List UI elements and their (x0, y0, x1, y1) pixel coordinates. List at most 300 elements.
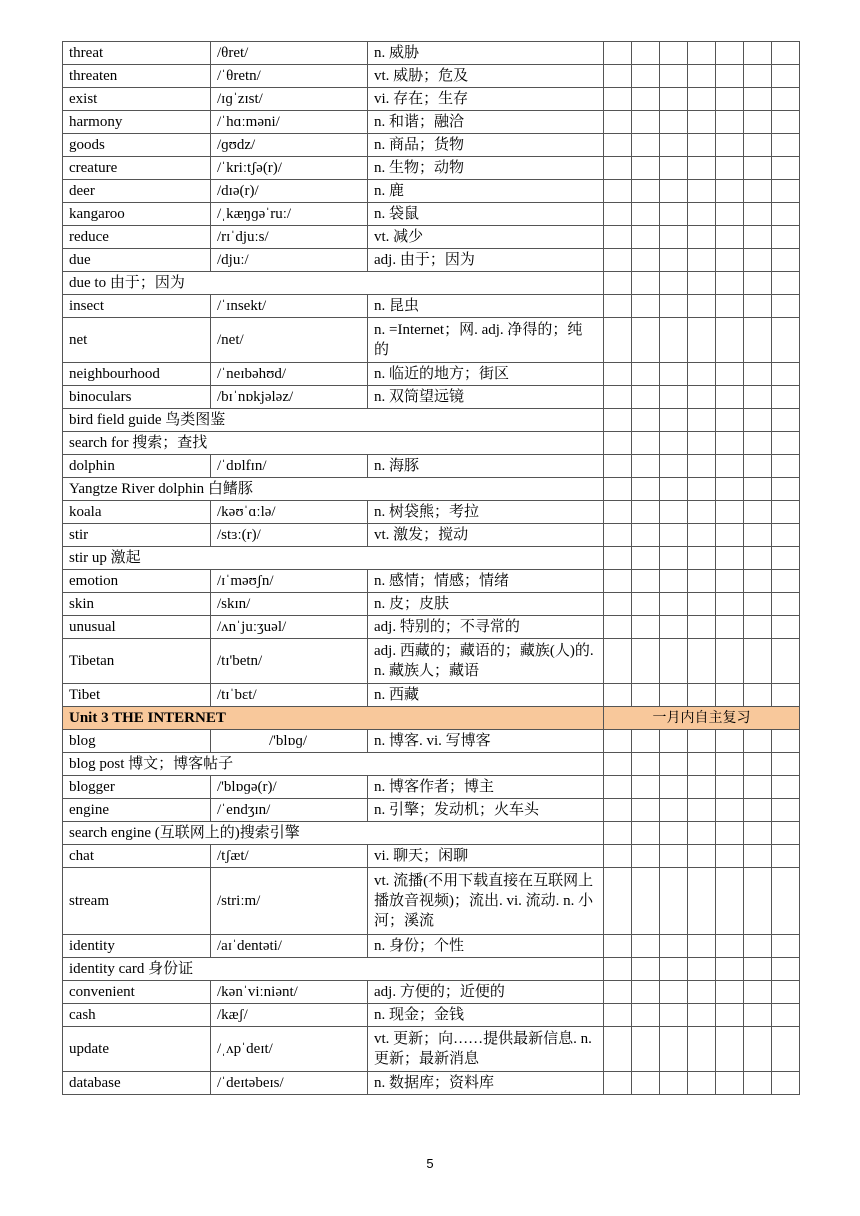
review-check-box[interactable] (744, 935, 772, 958)
review-check-box[interactable] (632, 203, 660, 226)
review-check-box[interactable] (604, 249, 632, 272)
review-check-box[interactable] (772, 570, 800, 593)
review-check-box[interactable] (660, 409, 688, 432)
review-check-box[interactable] (772, 1004, 800, 1027)
review-check-box[interactable] (772, 65, 800, 88)
review-check-box[interactable] (632, 776, 660, 799)
review-check-box[interactable] (660, 272, 688, 295)
review-check-box[interactable] (688, 868, 716, 935)
review-check-box[interactable] (604, 547, 632, 570)
review-check-box[interactable] (772, 249, 800, 272)
review-check-box[interactable] (604, 822, 632, 845)
review-check-box[interactable] (604, 42, 632, 65)
review-check-box[interactable] (688, 684, 716, 707)
review-check-box[interactable] (688, 845, 716, 868)
review-check-box[interactable] (688, 409, 716, 432)
review-check-box[interactable] (632, 386, 660, 409)
review-check-box[interactable] (716, 1004, 744, 1027)
review-check-box[interactable] (688, 547, 716, 570)
meaning-cell: vi. 存在；生存 (368, 88, 604, 111)
review-check-box[interactable] (772, 203, 800, 226)
review-check-box[interactable] (604, 639, 632, 684)
meaning-cell: n. 皮；皮肤 (368, 593, 604, 616)
review-check-box[interactable] (604, 409, 632, 432)
review-check-box[interactable] (688, 318, 716, 363)
review-check-box[interactable] (716, 134, 744, 157)
review-check-box[interactable] (688, 111, 716, 134)
review-check-box[interactable] (604, 935, 632, 958)
review-check-box[interactable] (772, 501, 800, 524)
review-check-box[interactable] (744, 42, 772, 65)
review-check-box[interactable] (632, 111, 660, 134)
review-check-box[interactable] (632, 593, 660, 616)
review-check-box[interactable] (744, 180, 772, 203)
review-check-box[interactable] (772, 593, 800, 616)
review-check-box[interactable] (632, 226, 660, 249)
review-check-box[interactable] (744, 958, 772, 981)
review-check-box[interactable] (716, 432, 744, 455)
review-check-box[interactable] (772, 981, 800, 1004)
review-check-box[interactable] (604, 386, 632, 409)
review-check-box[interactable] (660, 822, 688, 845)
review-check-box[interactable] (604, 1027, 632, 1072)
review-check-box[interactable] (604, 455, 632, 478)
review-check-box[interactable] (632, 180, 660, 203)
review-check-box[interactable] (688, 478, 716, 501)
review-check-box[interactable] (688, 386, 716, 409)
review-check-box[interactable] (716, 524, 744, 547)
review-check-box[interactable] (632, 547, 660, 570)
review-check-box[interactable] (772, 524, 800, 547)
review-check-box[interactable] (744, 272, 772, 295)
review-check-box[interactable] (632, 272, 660, 295)
review-check-box[interactable] (660, 1072, 688, 1095)
review-check-box[interactable] (716, 547, 744, 570)
review-check-box[interactable] (744, 753, 772, 776)
review-check-box[interactable] (632, 65, 660, 88)
review-check-box[interactable] (772, 799, 800, 822)
review-check-box[interactable] (632, 753, 660, 776)
review-check-box[interactable] (716, 799, 744, 822)
review-check-box[interactable] (660, 524, 688, 547)
review-check-box[interactable] (716, 1027, 744, 1072)
review-check-box[interactable] (660, 455, 688, 478)
review-check-box[interactable] (688, 134, 716, 157)
review-check-box[interactable] (604, 157, 632, 180)
review-check-box[interactable] (716, 318, 744, 363)
review-check-box[interactable] (772, 822, 800, 845)
review-check-box[interactable] (688, 730, 716, 753)
review-check-box[interactable] (660, 1004, 688, 1027)
review-check-box[interactable] (744, 547, 772, 570)
review-check-box[interactable] (716, 593, 744, 616)
review-check-box[interactable] (604, 684, 632, 707)
review-check-box[interactable] (772, 868, 800, 935)
review-check-box[interactable] (688, 226, 716, 249)
meaning-cell: n. 生物；动物 (368, 157, 604, 180)
review-check-box[interactable] (716, 249, 744, 272)
review-check-box[interactable] (688, 1004, 716, 1027)
review-check-box[interactable] (604, 203, 632, 226)
review-check-box[interactable] (632, 524, 660, 547)
review-check-box[interactable] (772, 134, 800, 157)
review-check-box[interactable] (604, 478, 632, 501)
review-check-box[interactable] (604, 616, 632, 639)
review-check-box[interactable] (632, 478, 660, 501)
review-check-box[interactable] (772, 180, 800, 203)
meaning-cell: n. 引擎；发动机；火车头 (368, 799, 604, 822)
review-check-box[interactable] (744, 226, 772, 249)
vocab-row (63, 1027, 800, 1072)
review-check-box[interactable] (744, 730, 772, 753)
review-check-box[interactable] (660, 799, 688, 822)
review-check-box[interactable] (688, 1072, 716, 1095)
review-check-box[interactable] (744, 799, 772, 822)
review-check-box[interactable] (632, 1004, 660, 1027)
review-check-box[interactable] (632, 868, 660, 935)
review-check-box[interactable] (660, 639, 688, 684)
review-check-box[interactable] (688, 958, 716, 981)
review-check-box[interactable] (716, 42, 744, 65)
review-check-box[interactable] (772, 845, 800, 868)
review-check-box[interactable] (772, 753, 800, 776)
review-check-box[interactable] (660, 868, 688, 935)
review-check-box[interactable] (660, 1027, 688, 1072)
review-check-box[interactable] (688, 180, 716, 203)
review-check-box[interactable] (716, 157, 744, 180)
review-check-box[interactable] (744, 111, 772, 134)
review-check-box[interactable] (716, 1072, 744, 1095)
review-check-box[interactable] (772, 42, 800, 65)
review-check-box[interactable] (772, 432, 800, 455)
review-check-box[interactable] (604, 272, 632, 295)
word-cell: exist (63, 88, 211, 111)
review-check-box[interactable] (772, 295, 800, 318)
review-check-box[interactable] (604, 570, 632, 593)
review-check-box[interactable] (604, 845, 632, 868)
review-check-box[interactable] (716, 868, 744, 935)
review-check-box[interactable] (772, 272, 800, 295)
review-check-box[interactable] (772, 386, 800, 409)
review-check-box[interactable] (660, 684, 688, 707)
vocab-row (63, 386, 800, 409)
word-cell: skin (63, 593, 211, 616)
review-check-box[interactable] (660, 547, 688, 570)
review-check-box[interactable] (688, 65, 716, 88)
review-check-box[interactable] (772, 935, 800, 958)
review-check-box[interactable] (772, 1072, 800, 1095)
review-check-box[interactable] (772, 684, 800, 707)
phonetic-cell: /'blɒɡə(r)/ (211, 776, 368, 799)
review-check-box[interactable] (660, 363, 688, 386)
review-check-box[interactable] (604, 65, 632, 88)
review-check-box[interactable] (632, 409, 660, 432)
review-check-box[interactable] (632, 730, 660, 753)
review-check-box[interactable] (660, 65, 688, 88)
review-check-box[interactable] (688, 935, 716, 958)
review-check-box[interactable] (716, 386, 744, 409)
review-check-box[interactable] (744, 363, 772, 386)
review-check-box[interactable] (744, 432, 772, 455)
review-check-box[interactable] (604, 226, 632, 249)
review-check-box[interactable] (772, 318, 800, 363)
review-check-box[interactable] (716, 111, 744, 134)
review-check-box[interactable] (772, 478, 800, 501)
review-check-box[interactable] (660, 157, 688, 180)
review-check-box[interactable] (604, 88, 632, 111)
review-check-box[interactable] (744, 409, 772, 432)
word-cell: goods (63, 134, 211, 157)
review-check-box[interactable] (604, 295, 632, 318)
review-check-box[interactable] (716, 455, 744, 478)
review-check-box[interactable] (716, 935, 744, 958)
review-check-box[interactable] (744, 455, 772, 478)
review-check-box[interactable] (660, 42, 688, 65)
review-check-box[interactable] (744, 981, 772, 1004)
review-check-box[interactable] (632, 295, 660, 318)
review-check-box[interactable] (688, 272, 716, 295)
review-check-box[interactable] (744, 157, 772, 180)
review-check-box[interactable] (632, 639, 660, 684)
review-check-box[interactable] (604, 432, 632, 455)
review-check-box[interactable] (716, 753, 744, 776)
review-check-box[interactable] (772, 547, 800, 570)
review-check-box[interactable] (660, 753, 688, 776)
review-check-box[interactable] (604, 981, 632, 1004)
review-check-box[interactable] (744, 845, 772, 868)
review-check-box[interactable] (716, 730, 744, 753)
review-check-box[interactable] (660, 249, 688, 272)
review-check-box[interactable] (744, 570, 772, 593)
review-check-box[interactable] (744, 203, 772, 226)
review-check-box[interactable] (744, 501, 772, 524)
review-check-box[interactable] (632, 616, 660, 639)
review-check-box[interactable] (632, 501, 660, 524)
review-check-box[interactable] (716, 203, 744, 226)
review-check-box[interactable] (744, 318, 772, 363)
review-check-box[interactable] (632, 249, 660, 272)
review-check-box[interactable] (660, 478, 688, 501)
review-check-box[interactable] (632, 981, 660, 1004)
review-check-box[interactable] (604, 730, 632, 753)
review-check-box[interactable] (660, 318, 688, 363)
review-check-box[interactable] (716, 409, 744, 432)
review-check-box[interactable] (772, 111, 800, 134)
review-check-box[interactable] (660, 203, 688, 226)
review-check-box[interactable] (688, 753, 716, 776)
review-check-box[interactable] (632, 1027, 660, 1072)
review-check-box[interactable] (604, 318, 632, 363)
review-check-box[interactable] (660, 958, 688, 981)
review-check-box[interactable] (688, 799, 716, 822)
review-check-box[interactable] (716, 570, 744, 593)
review-check-box[interactable] (632, 42, 660, 65)
review-check-box[interactable] (660, 616, 688, 639)
review-check-box[interactable] (772, 409, 800, 432)
review-check-box[interactable] (660, 386, 688, 409)
review-check-box[interactable] (688, 295, 716, 318)
review-check-box[interactable] (660, 432, 688, 455)
review-check-box[interactable] (660, 226, 688, 249)
review-check-box[interactable] (604, 1072, 632, 1095)
phonetic-cell: /ˈneɪbəhʊd/ (211, 363, 368, 386)
review-check-box[interactable] (744, 134, 772, 157)
review-check-box[interactable] (632, 157, 660, 180)
review-check-box[interactable] (772, 455, 800, 478)
review-check-box[interactable] (660, 88, 688, 111)
review-check-box[interactable] (744, 88, 772, 111)
review-check-box[interactable] (660, 845, 688, 868)
review-check-box[interactable] (716, 776, 744, 799)
review-check-box[interactable] (688, 639, 716, 684)
review-check-box[interactable] (716, 501, 744, 524)
review-check-box[interactable] (744, 1027, 772, 1072)
review-check-box[interactable] (772, 639, 800, 684)
review-check-box[interactable] (660, 134, 688, 157)
review-check-box[interactable] (716, 958, 744, 981)
review-check-box[interactable] (772, 363, 800, 386)
phrase-row (63, 409, 800, 432)
review-check-box[interactable] (604, 753, 632, 776)
review-check-box[interactable] (744, 776, 772, 799)
review-check-box[interactable] (688, 1027, 716, 1072)
review-check-box[interactable] (688, 42, 716, 65)
review-check-box[interactable] (688, 455, 716, 478)
review-check-box[interactable] (632, 822, 660, 845)
review-check-box[interactable] (660, 295, 688, 318)
review-check-box[interactable] (772, 616, 800, 639)
review-check-box[interactable] (716, 478, 744, 501)
review-check-box[interactable] (716, 272, 744, 295)
review-check-box[interactable] (688, 88, 716, 111)
word-cell: neighbourhood (63, 363, 211, 386)
review-check-box[interactable] (744, 639, 772, 684)
review-check-box[interactable] (632, 318, 660, 363)
review-check-box[interactable] (716, 65, 744, 88)
review-check-box[interactable] (604, 868, 632, 935)
review-check-box[interactable] (632, 684, 660, 707)
review-check-box[interactable] (604, 501, 632, 524)
review-check-box[interactable] (660, 730, 688, 753)
review-check-box[interactable] (716, 295, 744, 318)
review-check-box[interactable] (744, 1072, 772, 1095)
review-check-box[interactable] (716, 88, 744, 111)
word-cell: harmony (63, 111, 211, 134)
review-check-box[interactable] (772, 157, 800, 180)
review-check-box[interactable] (632, 455, 660, 478)
review-check-box[interactable] (716, 226, 744, 249)
review-check-box[interactable] (604, 593, 632, 616)
review-label: 一月内自主复习 (604, 707, 800, 730)
review-check-box[interactable] (772, 776, 800, 799)
review-check-box[interactable] (660, 935, 688, 958)
review-check-box[interactable] (604, 524, 632, 547)
review-check-box[interactable] (604, 958, 632, 981)
review-check-box[interactable] (744, 868, 772, 935)
review-check-box[interactable] (772, 88, 800, 111)
review-check-box[interactable] (744, 386, 772, 409)
review-check-box[interactable] (772, 958, 800, 981)
review-check-box[interactable] (744, 616, 772, 639)
review-check-box[interactable] (716, 822, 744, 845)
review-check-box[interactable] (688, 432, 716, 455)
review-check-box[interactable] (688, 776, 716, 799)
meaning-cell: n. 身份；个性 (368, 935, 604, 958)
review-check-box[interactable] (632, 1072, 660, 1095)
review-check-box[interactable] (632, 432, 660, 455)
review-check-box[interactable] (744, 684, 772, 707)
review-check-box[interactable] (660, 570, 688, 593)
review-check-box[interactable] (744, 249, 772, 272)
review-check-box[interactable] (716, 180, 744, 203)
review-check-box[interactable] (660, 501, 688, 524)
review-check-box[interactable] (772, 730, 800, 753)
review-check-box[interactable] (688, 981, 716, 1004)
review-check-box[interactable] (632, 799, 660, 822)
review-check-box[interactable] (744, 524, 772, 547)
review-check-box[interactable] (772, 1027, 800, 1072)
vocab-row (63, 180, 800, 203)
review-check-box[interactable] (716, 684, 744, 707)
review-check-box[interactable] (604, 1004, 632, 1027)
review-check-box[interactable] (772, 226, 800, 249)
review-check-box[interactable] (660, 180, 688, 203)
review-check-box[interactable] (744, 65, 772, 88)
review-check-box[interactable] (688, 157, 716, 180)
review-check-box[interactable] (716, 981, 744, 1004)
review-check-box[interactable] (688, 203, 716, 226)
review-check-box[interactable] (604, 180, 632, 203)
review-check-box[interactable] (632, 134, 660, 157)
review-check-box[interactable] (688, 593, 716, 616)
review-check-box[interactable] (744, 822, 772, 845)
review-check-box[interactable] (688, 822, 716, 845)
review-check-box[interactable] (632, 935, 660, 958)
phonetic-cell: /ˈɪnsekt/ (211, 295, 368, 318)
meaning-cell: vt. 流播(不用下载直接在互联网上播放音视频)；流出. vi. 流动. n. 小河；溪流 (368, 868, 604, 935)
review-check-box[interactable] (716, 845, 744, 868)
review-check-box[interactable] (632, 958, 660, 981)
review-check-box[interactable] (744, 593, 772, 616)
review-check-box[interactable] (660, 776, 688, 799)
review-check-box[interactable] (688, 501, 716, 524)
review-check-box[interactable] (744, 295, 772, 318)
review-check-box[interactable] (660, 111, 688, 134)
review-check-box[interactable] (716, 616, 744, 639)
review-check-box[interactable] (632, 88, 660, 111)
review-check-box[interactable] (632, 570, 660, 593)
review-check-box[interactable] (604, 134, 632, 157)
review-check-box[interactable] (716, 639, 744, 684)
review-check-box[interactable] (632, 363, 660, 386)
review-check-box[interactable] (744, 1004, 772, 1027)
review-check-box[interactable] (716, 363, 744, 386)
review-check-box[interactable] (660, 593, 688, 616)
review-check-box[interactable] (632, 845, 660, 868)
review-check-box[interactable] (604, 363, 632, 386)
review-check-box[interactable] (688, 524, 716, 547)
review-check-box[interactable] (604, 111, 632, 134)
review-check-box[interactable] (688, 570, 716, 593)
phonetic-cell: /θret/ (211, 42, 368, 65)
review-check-box[interactable] (688, 363, 716, 386)
review-check-box[interactable] (688, 616, 716, 639)
review-check-box[interactable] (660, 981, 688, 1004)
review-check-box[interactable] (604, 799, 632, 822)
review-check-box[interactable] (604, 776, 632, 799)
review-check-box[interactable] (744, 478, 772, 501)
review-check-box[interactable] (688, 249, 716, 272)
